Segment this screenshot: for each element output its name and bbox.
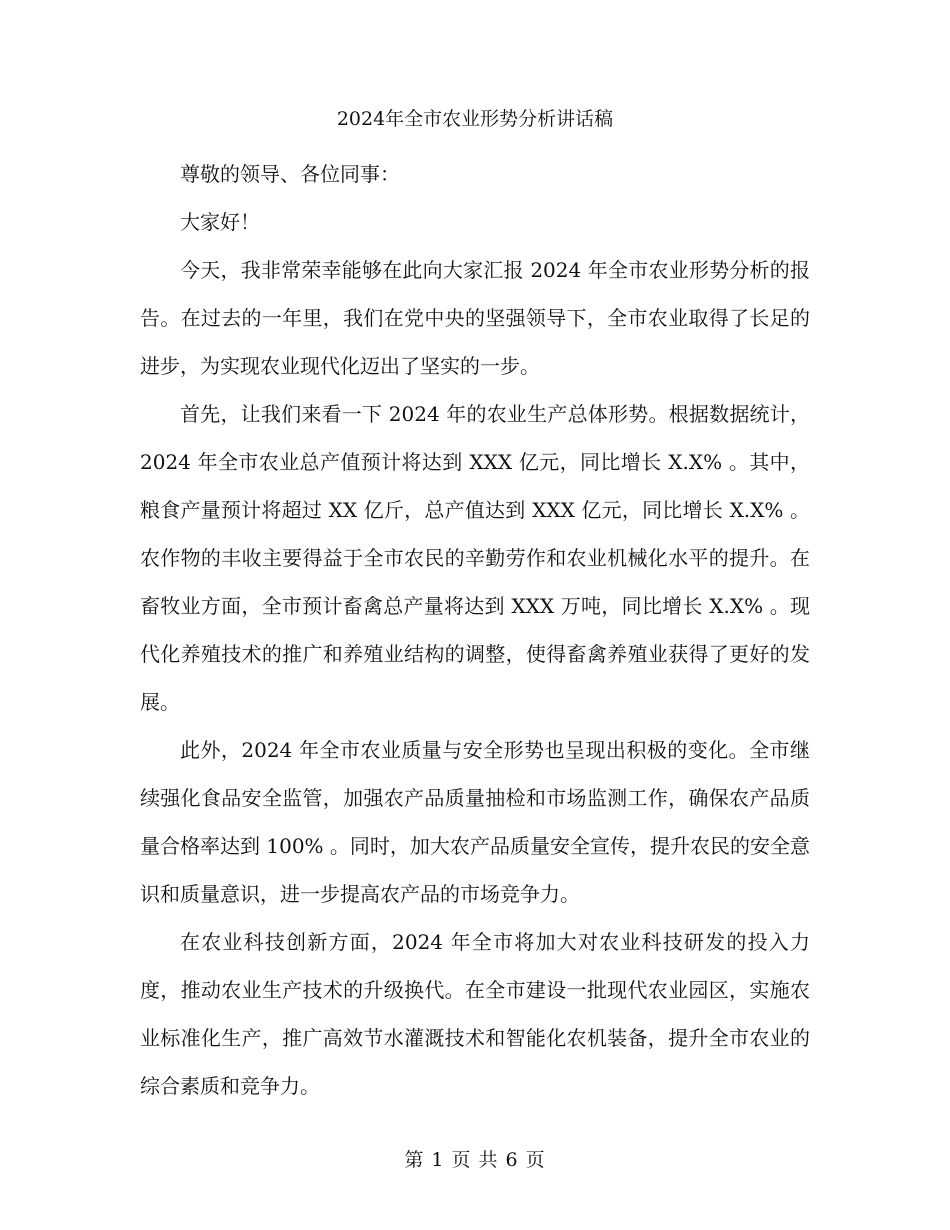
document-title: 2024年全市农业形势分析讲话稿 xyxy=(336,108,614,130)
greeting-paragraph: 尊敬的领导、各位同事： xyxy=(180,162,400,186)
hello-paragraph: 大家好！ xyxy=(180,210,260,234)
technology-paragraph: 在农业科技创新方面，2024 年全市将加大对农业科技研发的投入力度，推动农业生产技术的升级换代。在全市建设一批现代农业园区，实施农业标准化生产，推广高效节水灌溉技术和智能化农机装备，提升全市农业的综合素质和竞争力。 xyxy=(140,930,810,1098)
quality-safety-paragraph: 此外，2024 年全市农业质量与安全形势也呈现出积极的变化。全市继续强化食品安全监管，加强农产品质量抽检和市场监测工作，确保农产品质量合格率达到 100% 。同时，加大农产品质量安全宣传，提升农民的安全意识和质量意识，进一步提高农产品的市场竞争力。 xyxy=(140,738,810,906)
document-body xyxy=(140,150,810,1110)
page-number-footer: 第 1 页 共 6 页 xyxy=(404,1149,546,1171)
production-paragraph: 首先，让我们来看一下 2024 年的农业生产总体形势。根据数据统计，2024 年全市农业总产值预计将达到 XXX 亿元，同比增长 X.X% 。其中，粮食产量预计将超过 XX 亿斤，总产值达到 XXX 亿元，同比增长 X.X% 。农作物的丰收主要得益于全市农民的辛勤劳作和农业机械化水平的提升。在畜牧业方面，全市预计畜禽总产量将达到 XXX 万吨，同比增长 X.X% 。现代化养殖技术的推广和养殖业结构的调整，使得畜禽养殖业获得了更好的发展。 xyxy=(140,402,810,714)
intro-paragraph: 今天，我非常荣幸能够在此向大家汇报 2024 年全市农业形势分析的报告。在过去的一年里，我们在党中央的坚强领导下，全市农业取得了长足的进步，为实现农业现代化迈出了坚实的一步。 xyxy=(140,258,810,378)
